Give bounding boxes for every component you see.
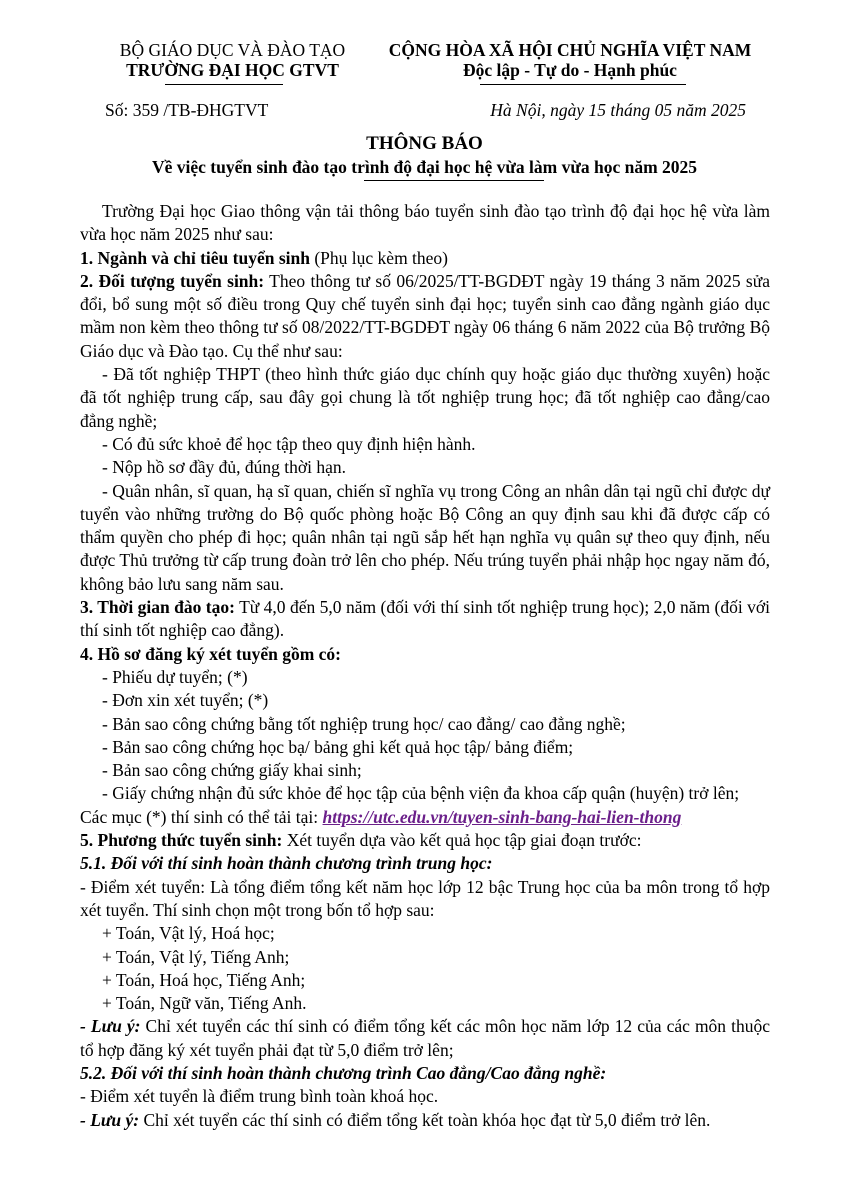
section-4-heading: 4. Hồ sơ đăng ký xét tuyển gồm có: xyxy=(80,643,342,664)
list-item: - Phiếu dự tuyển; (*) xyxy=(102,666,248,687)
list-item: - Bản sao công chứng giấy khai sinh; xyxy=(102,760,362,781)
section-1-heading: 1. Ngành và chỉ tiêu tuyển sinh xyxy=(80,247,310,268)
section-5 xyxy=(80,829,770,852)
document-body xyxy=(80,200,770,1132)
section-5-text: Xét tuyển dựa vào kết quả học tập giai đoạn trước: xyxy=(282,830,642,851)
school-name: TRƯỜNG ĐẠI HỌC GTVT xyxy=(126,60,339,80)
document-title: THÔNG BÁO xyxy=(366,133,483,154)
list-item: - Đơn xin xét tuyển; (*) xyxy=(102,690,269,711)
note-2-label: - Lưu ý: xyxy=(80,1109,140,1130)
list-item: - Đã tốt nghiệp THPT (theo hình thức giáo dục chính quy hoặc giáo dục thường xuyên) hoặc đã tốt nghiệp trung cấp, sau đây gọi chung là tốt nghiệp trung học; đã tốt nghiệp cao đẳng/cao đẳng nghề; xyxy=(80,364,770,431)
combo-item: + Toán, Vật lý, Hoá học; xyxy=(102,923,275,944)
combo-item: + Toán, Hoá học, Tiếng Anh; xyxy=(102,969,306,990)
list-item: - Quân nhân, sĩ quan, hạ sĩ quan, chiến sĩ nghĩa vụ trong Công an nhân dân tại ngũ chỉ được dự tuyển vào những trường do Bộ quốc phòng hoặc Bộ Công an quy định sau khi đã được cấp có thẩm quyền cho phép đi học; quân nhân tại ngũ sắp hết hạn nghĩa vụ quân sự theo quy định, nếu được Thủ trưởng từ cấp trung đoàn trở lên cho phép. Nếu trúng tuyển phải nhập học ngay năm đó, không bảo lưu sang năm sau. xyxy=(80,480,770,594)
list-item: - Bản sao công chứng học bạ/ bảng ghi kết quả học tập/ bảng điểm; xyxy=(102,736,574,757)
download-line xyxy=(80,806,770,829)
combo-item: + Toán, Vật lý, Tiếng Anh; xyxy=(102,946,290,967)
note-1-text: Chỉ xét tuyển các thí sinh có điểm tổng kết các môn học năm lớp 12 của các môn thuộc tổ hợp đăng ký xét tuyển phải đạt từ 5,0 điểm trở lên; xyxy=(80,1016,770,1060)
list-item: - Bản sao công chứng bằng tốt nghiệp trung học/ cao đẳng/ cao đẳng nghề; xyxy=(102,713,626,734)
subsection-5-1-heading: 5.1. Đối với thí sinh hoàn thành chương trình trung học: xyxy=(80,853,493,874)
note-2-text: Chỉ xét tuyển các thí sinh có điểm tổng kết toàn khóa học đạt từ 5,0 điểm trở lên. xyxy=(139,1109,711,1130)
intro-paragraph: Trường Đại học Giao thông vận tải thông báo tuyển sinh đào tạo trình độ đại học hệ vừa làm vừa học năm 2025 như sau: xyxy=(80,201,770,245)
section-1-text: (Phụ lục kèm theo) xyxy=(309,247,449,268)
note-2 xyxy=(80,1109,770,1132)
note-1 xyxy=(80,1015,770,1062)
section-3-text: Từ 4,0 đến 5,0 năm (đối với thí sinh tốt nghiệp trung học); 2,0 năm (đối với thí sinh tốt nghiệp cao đẳng). xyxy=(80,597,770,641)
section-2 xyxy=(80,270,770,363)
motto-underline xyxy=(480,84,686,85)
list-item: - Giấy chứng nhận đủ sức khỏe để học tập của bệnh viện đa khoa cấp quận (huyện) trở lên; xyxy=(102,783,740,804)
list-item: - Nộp hồ sơ đầy đủ, đúng thời hạn. xyxy=(102,457,347,478)
issuer-underline xyxy=(165,84,283,85)
subsection-5-2-heading: 5.2. Đối với thí sinh hoàn thành chương trình Cao đẳng/Cao đẳng nghề: xyxy=(80,1062,607,1083)
country-name: CỘNG HÒA XÃ HỘI CHỦ NGHĨA VIỆT NAM xyxy=(388,40,752,60)
section-1 xyxy=(80,247,770,270)
section-3 xyxy=(80,596,770,643)
section-5-heading: 5. Phương thức tuyển sinh: xyxy=(80,830,283,851)
section-3-heading: 3. Thời gian đào tạo: xyxy=(80,597,235,618)
national-header xyxy=(378,40,762,80)
download-text: Các mục (*) thí sinh có thể tải tại: xyxy=(80,806,323,827)
section-2-heading: 2. Đối tượng tuyển sinh: xyxy=(80,270,265,291)
list-item: - Có đủ sức khoẻ để học tập theo quy định hiện hành. xyxy=(102,433,476,454)
document-number: Số: 359 /TB-ĐHGTVT xyxy=(105,100,269,120)
ministry-name: BỘ GIÁO DỤC VÀ ĐÀO TẠO xyxy=(119,40,346,60)
section-2-text: Theo thông tư số 06/2025/TT-BGDĐT ngày 19 tháng 3 năm 2025 sửa đổi, bổ sung một số điều trong Quy chế tuyển sinh đại học; tuyển sinh cao đẳng ngành giáo dục mầm non kèm theo thông tư số 08/2022/TT-BGDĐT ngày 06 tháng 6 năm 2022 của Bộ trưởng Bộ Giáo dục và Đào tạo. Cụ thể như sau: xyxy=(80,270,770,361)
subsection-5-1-text: - Điểm xét tuyển: Là tổng điểm tổng kết năm học lớp 12 bậc Trung học của ba môn trong tổ hợp xét tuyển. Thí sinh chọn một trong bốn tổ hợp sau: xyxy=(80,876,770,920)
document-subtitle: Về việc tuyển sinh đào tạo trình độ đại học hệ vừa làm vừa học năm 2025 xyxy=(151,157,698,177)
subsection-5-2-text: - Điểm xét tuyển là điểm trung bình toàn khoá học. xyxy=(80,1086,439,1107)
note-1-label: - Lưu ý: xyxy=(80,1016,141,1037)
combo-item: + Toán, Ngữ văn, Tiếng Anh. xyxy=(102,993,307,1014)
issuer-block xyxy=(100,40,365,80)
national-motto: Độc lập - Tự do - Hạnh phúc xyxy=(463,60,677,80)
subtitle-underline xyxy=(364,180,544,181)
document-date: Hà Nội, ngày 15 tháng 05 năm 2025 xyxy=(490,100,746,120)
download-link[interactable]: https://utc.edu.vn/tuyen-sinh-bang-hai-lien-thong xyxy=(322,806,682,827)
